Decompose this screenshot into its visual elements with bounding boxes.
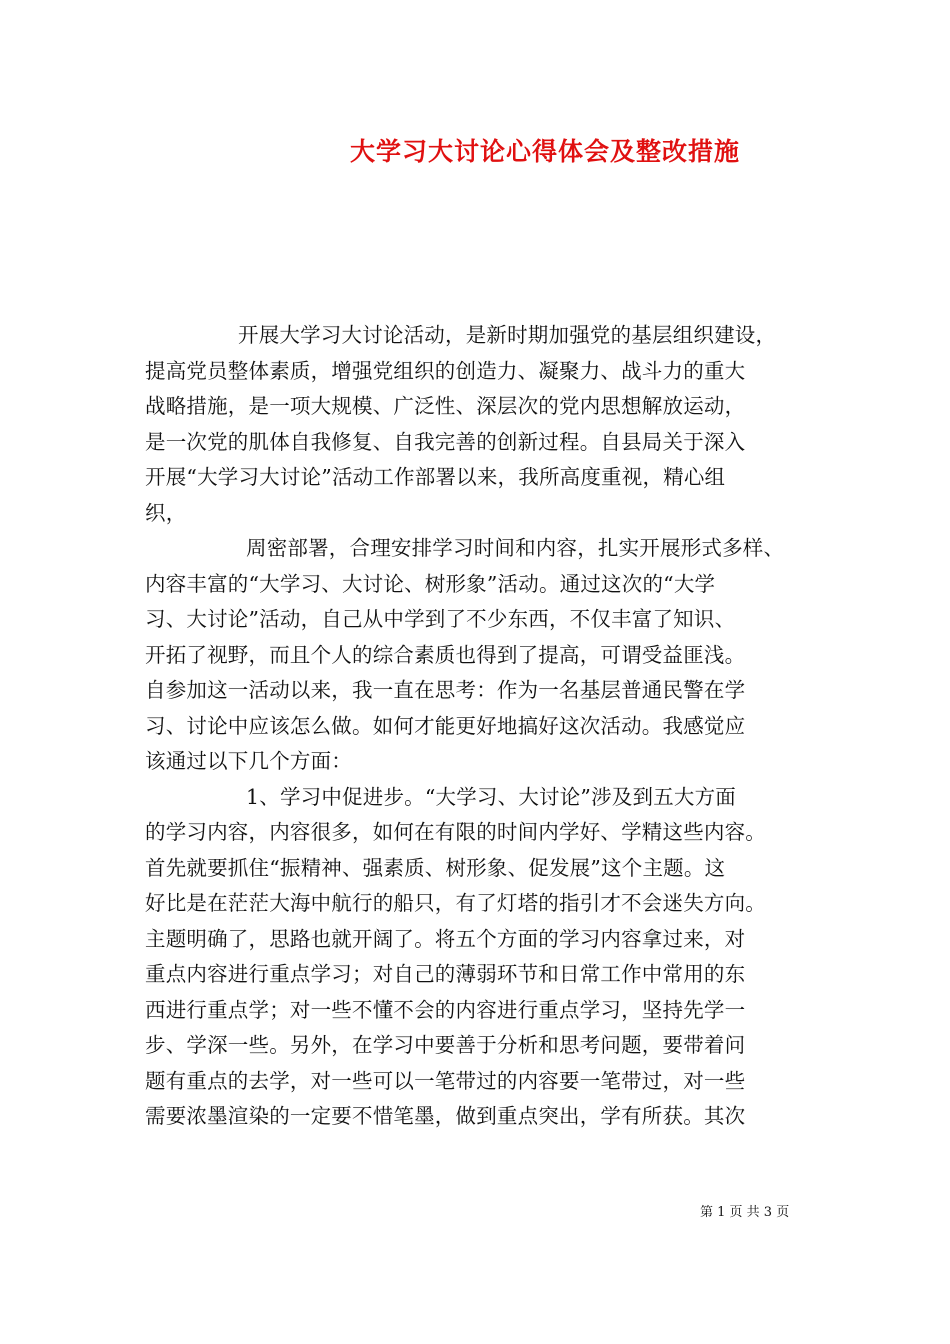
paragraph-line: 重点内容进行重点学习；对自己的薄弱环节和日常工作中常用的东 xyxy=(145,962,746,986)
paragraph-line: 开展大学习大讨论活动，是新时期加强党的基层组织建设， xyxy=(238,323,777,347)
paragraph-line: 是一次党的肌体自我修复、自我完善的创新过程。自县局关于深入 xyxy=(145,429,746,454)
paragraph-line: 题有重点的去学，对一些可以一笔带过的内容要一笔带过，对一些 xyxy=(145,1068,746,1093)
paragraph-line: 的学习内容，内容很多，如何在有限的时间内学好、学精这些内容。 xyxy=(145,820,766,844)
paragraph-line: 内容丰富的“大学习、大讨论、树形象”活动。通过这次的“大学 xyxy=(145,571,716,596)
paragraph-line: 好比是在茫茫大海中航行的船只，有了灯塔的指引才不会迷失方向。 xyxy=(145,891,766,915)
paragraph-line: 周密部署，合理安排学习时间和内容，扎实开展形式多样、 xyxy=(246,536,785,560)
document-body xyxy=(145,318,813,1135)
paragraph-line: 习、讨论中应该怎么做。如何才能更好地搞好这次活动。我感觉应 xyxy=(145,713,746,738)
paragraph-line: 织， xyxy=(145,500,187,525)
paragraph-line: 首先就要抓住“振精神、强素质、树形象、促发展”这个主题。这 xyxy=(145,855,726,880)
paragraph-line: 提高党员整体素质，增强党组织的创造力、凝聚力、战斗力的重大 xyxy=(145,358,746,383)
paragraph-line: 开拓了视野，而且个人的综合素质也得到了提高，可谓受益匪浅。 xyxy=(145,642,746,667)
paragraph-line: 习、大讨论”活动，自己从中学到了不少东西，不仅丰富了知识、 xyxy=(145,607,736,631)
page-footer: 第 1 页 共 3 页 xyxy=(700,1205,790,1220)
paragraph-line: 战略措施，是一项大规模、广泛性、深层次的党内思想解放运动， xyxy=(145,394,746,418)
paragraph-line: 主题明确了，思路也就开阔了。将五个方面的学习内容拿过来，对 xyxy=(145,926,746,951)
paragraph-line: 西进行重点学；对一些不懂不会的内容进行重点学习，坚持先学一 xyxy=(145,997,746,1022)
paragraph-line: 1、学习中促进步。“大学习、大讨论”涉及到五大方面 xyxy=(246,784,737,809)
paragraph-line: 步、学深一些。另外，在学习中要善于分析和思考问题，要带着问 xyxy=(145,1033,746,1057)
paragraph-line: 该通过以下几个方面： xyxy=(145,749,352,773)
paragraph-line: 自参加这一活动以来，我一直在思考：作为一名基层普通民警在学 xyxy=(145,678,746,702)
paragraph-line: 开展“大学习大讨论”活动工作部署以来，我所高度重视，精心组 xyxy=(145,465,726,489)
document-title: 大学习大讨论心得体会及整改措施 xyxy=(349,137,740,166)
paragraph-line: 需要浓墨渲染的一定要不惜笔墨，做到重点突出，学有所获。其次 xyxy=(145,1104,746,1128)
